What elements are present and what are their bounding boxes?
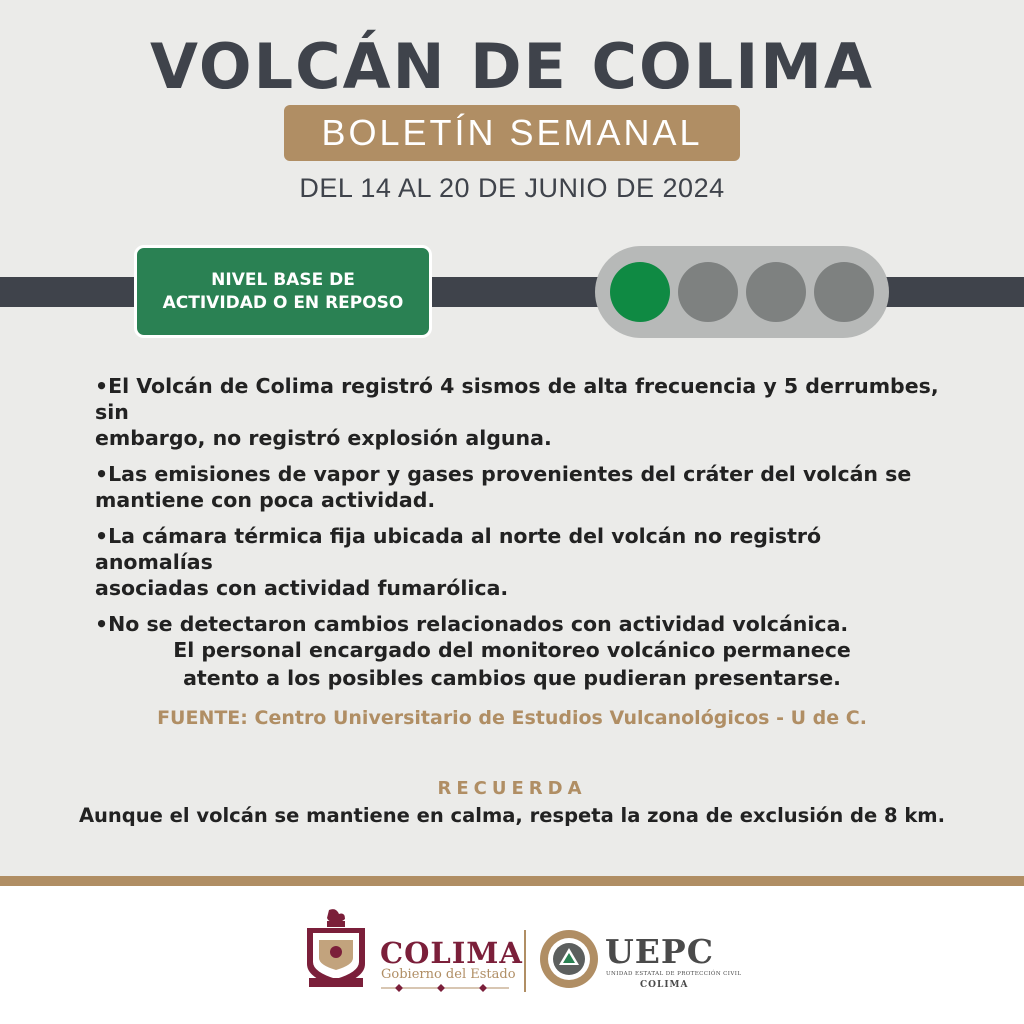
alert-level-line1: NIVEL BASE DE: [211, 269, 355, 290]
bullet-item: •La cámara térmica fija ubicada al norte del volcán no registró anomalías asociadas con actividad fumarólica.: [95, 524, 822, 600]
bullet-item: •El Volcán de Colima registró 4 sismos de alta frecuencia y 5 derrumbes, sin embargo, no registró explosión alguna.: [95, 374, 939, 450]
ornament-icon: [381, 984, 509, 992]
bullet-item: •No se detectaron cambios relacionados con actividad volcánica.: [95, 612, 849, 636]
gov-name: COLIMA: [380, 936, 523, 970]
reminder-heading: RECUERDA: [437, 778, 587, 799]
reminder-text: Aunque el volcán se mantiene en calma, respeta la zona de exclusión de 8 km.: [78, 804, 946, 827]
agency-acronym: UEPC: [605, 932, 715, 971]
gov-subtitle: Gobierno del Estado: [381, 967, 516, 982]
alert-level-line2: ACTIVIDAD O EN REPOSO: [162, 292, 404, 313]
traffic-light: [595, 246, 889, 338]
date-range: DEL 14 AL 20 DE JUNIO DE 2024: [299, 173, 725, 203]
footer-divider: [0, 876, 1024, 886]
traffic-light-green: [610, 262, 670, 322]
traffic-light-off-2: [678, 262, 738, 322]
bullet-list: [95, 373, 945, 647]
uepc-emblem-logo: [538, 928, 600, 990]
source-credit: FUENTE: Centro Universitario de Estudios Vulcanológicos - U de C.: [157, 707, 867, 729]
alert-level-label: [134, 245, 432, 338]
monitoring-note: El personal encargado del monitoreo volcánico permanece atento a los posibles cambios que pudieran presentarse.: [173, 638, 851, 690]
traffic-light-off-3: [746, 262, 806, 322]
colima-shield-logo: [303, 908, 369, 990]
page-title: VOLCÁN DE COLIMA: [150, 30, 874, 103]
bulletin-subtitle: BOLETÍN SEMANAL: [284, 105, 740, 161]
footer: [0, 886, 1024, 1024]
bullet-item: •Las emisiones de vapor y gases provenientes del cráter del volcán se mantiene con poca actividad.: [95, 462, 912, 512]
agency-state: COLIMA: [640, 980, 689, 990]
logo-divider: [524, 930, 526, 992]
agency-fullname: UNIDAD ESTATAL DE PROTECCIÓN CIVIL: [606, 971, 742, 977]
traffic-light-off-4: [814, 262, 874, 322]
